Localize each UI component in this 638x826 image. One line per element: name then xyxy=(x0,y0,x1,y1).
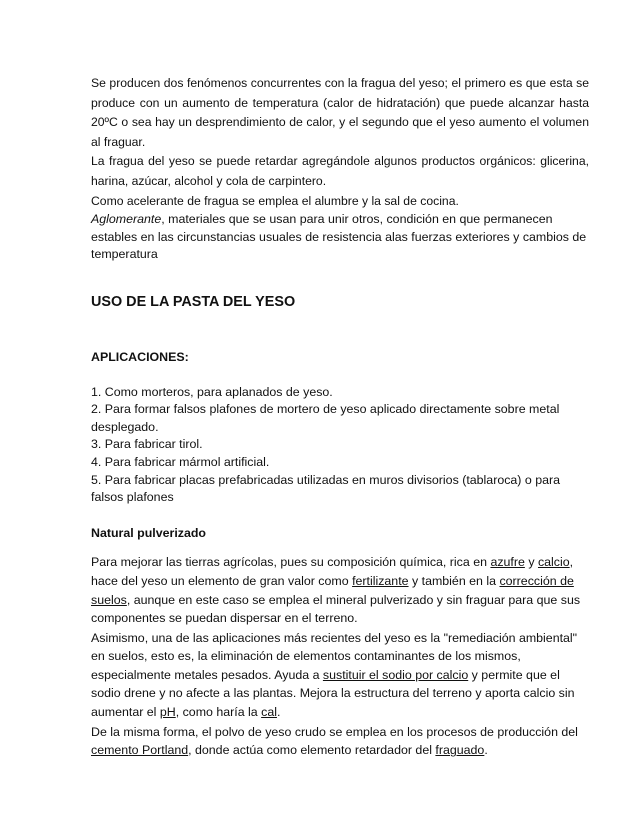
link-fertilizante[interactable]: fertilizante xyxy=(352,573,409,588)
list-item: 1. Como morteros, para aplanados de yeso. xyxy=(91,384,333,399)
link-sustituir-sodio[interactable]: sustituir el sodio por calcio xyxy=(322,667,469,682)
term-aglomerante: Aglomerante xyxy=(91,212,162,227)
paragraph-remediacion-ambiental xyxy=(91,629,589,722)
paragraph-fragua-fenomenos: Se producen dos fenómenos concurrentes con la fragua del yeso; el primero es que esta se produce con un aumento de temperatura (calor de hidratación) que puede alcanzar hasta 20ºC o sea hay un desprendimiento de calor, y el segundo que el yeso aumento el volumen al fraguar. xyxy=(91,76,589,149)
paragraph-tierras-agricolas xyxy=(91,553,589,627)
applications-list xyxy=(91,384,589,507)
applications-heading: APLICACIONES: xyxy=(91,349,189,364)
paragraph-acelerante: Como acelerante de fragua se emplea el alumbre y la sal de cocina. xyxy=(91,193,459,208)
text-run: y xyxy=(524,555,538,570)
link-azufre[interactable]: azufre xyxy=(490,555,525,570)
text-run: . xyxy=(276,705,281,720)
link-cal[interactable]: cal xyxy=(261,705,277,720)
aglomerante-definition: , materiales que se usan para unir otros, condición en que permanecen estables en las circunstancias usuales de resistencia alas fuerzas exteriores y cambios de temperatura xyxy=(91,212,587,261)
text-run: , como haría la xyxy=(175,705,262,720)
text-run: . xyxy=(484,743,488,758)
paragraph-aglomerante xyxy=(91,211,589,263)
natural-pulverizado-section xyxy=(91,553,589,760)
text-run: Para mejorar las tierras agrícolas, pues su composición química, rica en xyxy=(91,555,491,570)
natural-pulverizado-heading: Natural pulverizado xyxy=(91,525,206,540)
link-correccion-de-suelos[interactable]: corrección de suelos xyxy=(91,573,574,607)
paragraph-cemento-portland xyxy=(91,723,589,760)
list-item: 3. Para fabricar tirol. xyxy=(91,437,203,452)
text-run: Asimismo, una de las aplicaciones más recientes del yeso es la "remediación ambiental" en suelos, esto es, la eliminación de elementos contaminantes de los mismos, especialmente metales pesados. Ayuda a xyxy=(91,630,578,682)
document-page xyxy=(91,74,589,761)
text-run: De la misma forma, el polvo de yeso crudo se emplea en los procesos de producción del xyxy=(91,724,578,739)
paragraph-fragua-retardar: La fragua del yeso se puede retardar agregándole algunos productos orgánicos: glicerina, harina, azúcar, alcohol y cola de carpintero. xyxy=(91,154,589,188)
list-item: 2. Para formar falsos plafones de mortero de yeso aplicado directamente sobre metal desplegado. xyxy=(91,402,560,434)
list-item: 4. Para fabricar mármol artificial. xyxy=(91,454,270,469)
link-fraguado[interactable]: fraguado xyxy=(435,743,485,758)
link-calcio[interactable]: calcio xyxy=(537,555,570,570)
list-item: 5. Para fabricar placas prefabricadas utilizadas en muros divisorios (tablaroca) o para falsos plafones xyxy=(91,472,561,505)
link-cemento-portland[interactable]: cemento Portland xyxy=(91,743,189,758)
text-run: , hace del yeso un elemento de gran valor como xyxy=(91,555,574,588)
text-run: y permite que el sodio drene y no afecte a las plantas. Mejora la estructura del terreno y aporta calcio sin aumentar el xyxy=(91,667,575,720)
text-run: , donde actúa como elemento retardador del xyxy=(188,743,436,758)
text-run: y también en la xyxy=(408,573,500,588)
text-run: , aunque en este caso se emplea el mineral pulverizado y sin fraguar para que sus componentes se puedan dispersar en el terreno. xyxy=(91,592,581,626)
section-title: USO DE LA PASTA DEL YESO xyxy=(91,294,296,311)
link-ph[interactable]: pH xyxy=(159,705,176,720)
